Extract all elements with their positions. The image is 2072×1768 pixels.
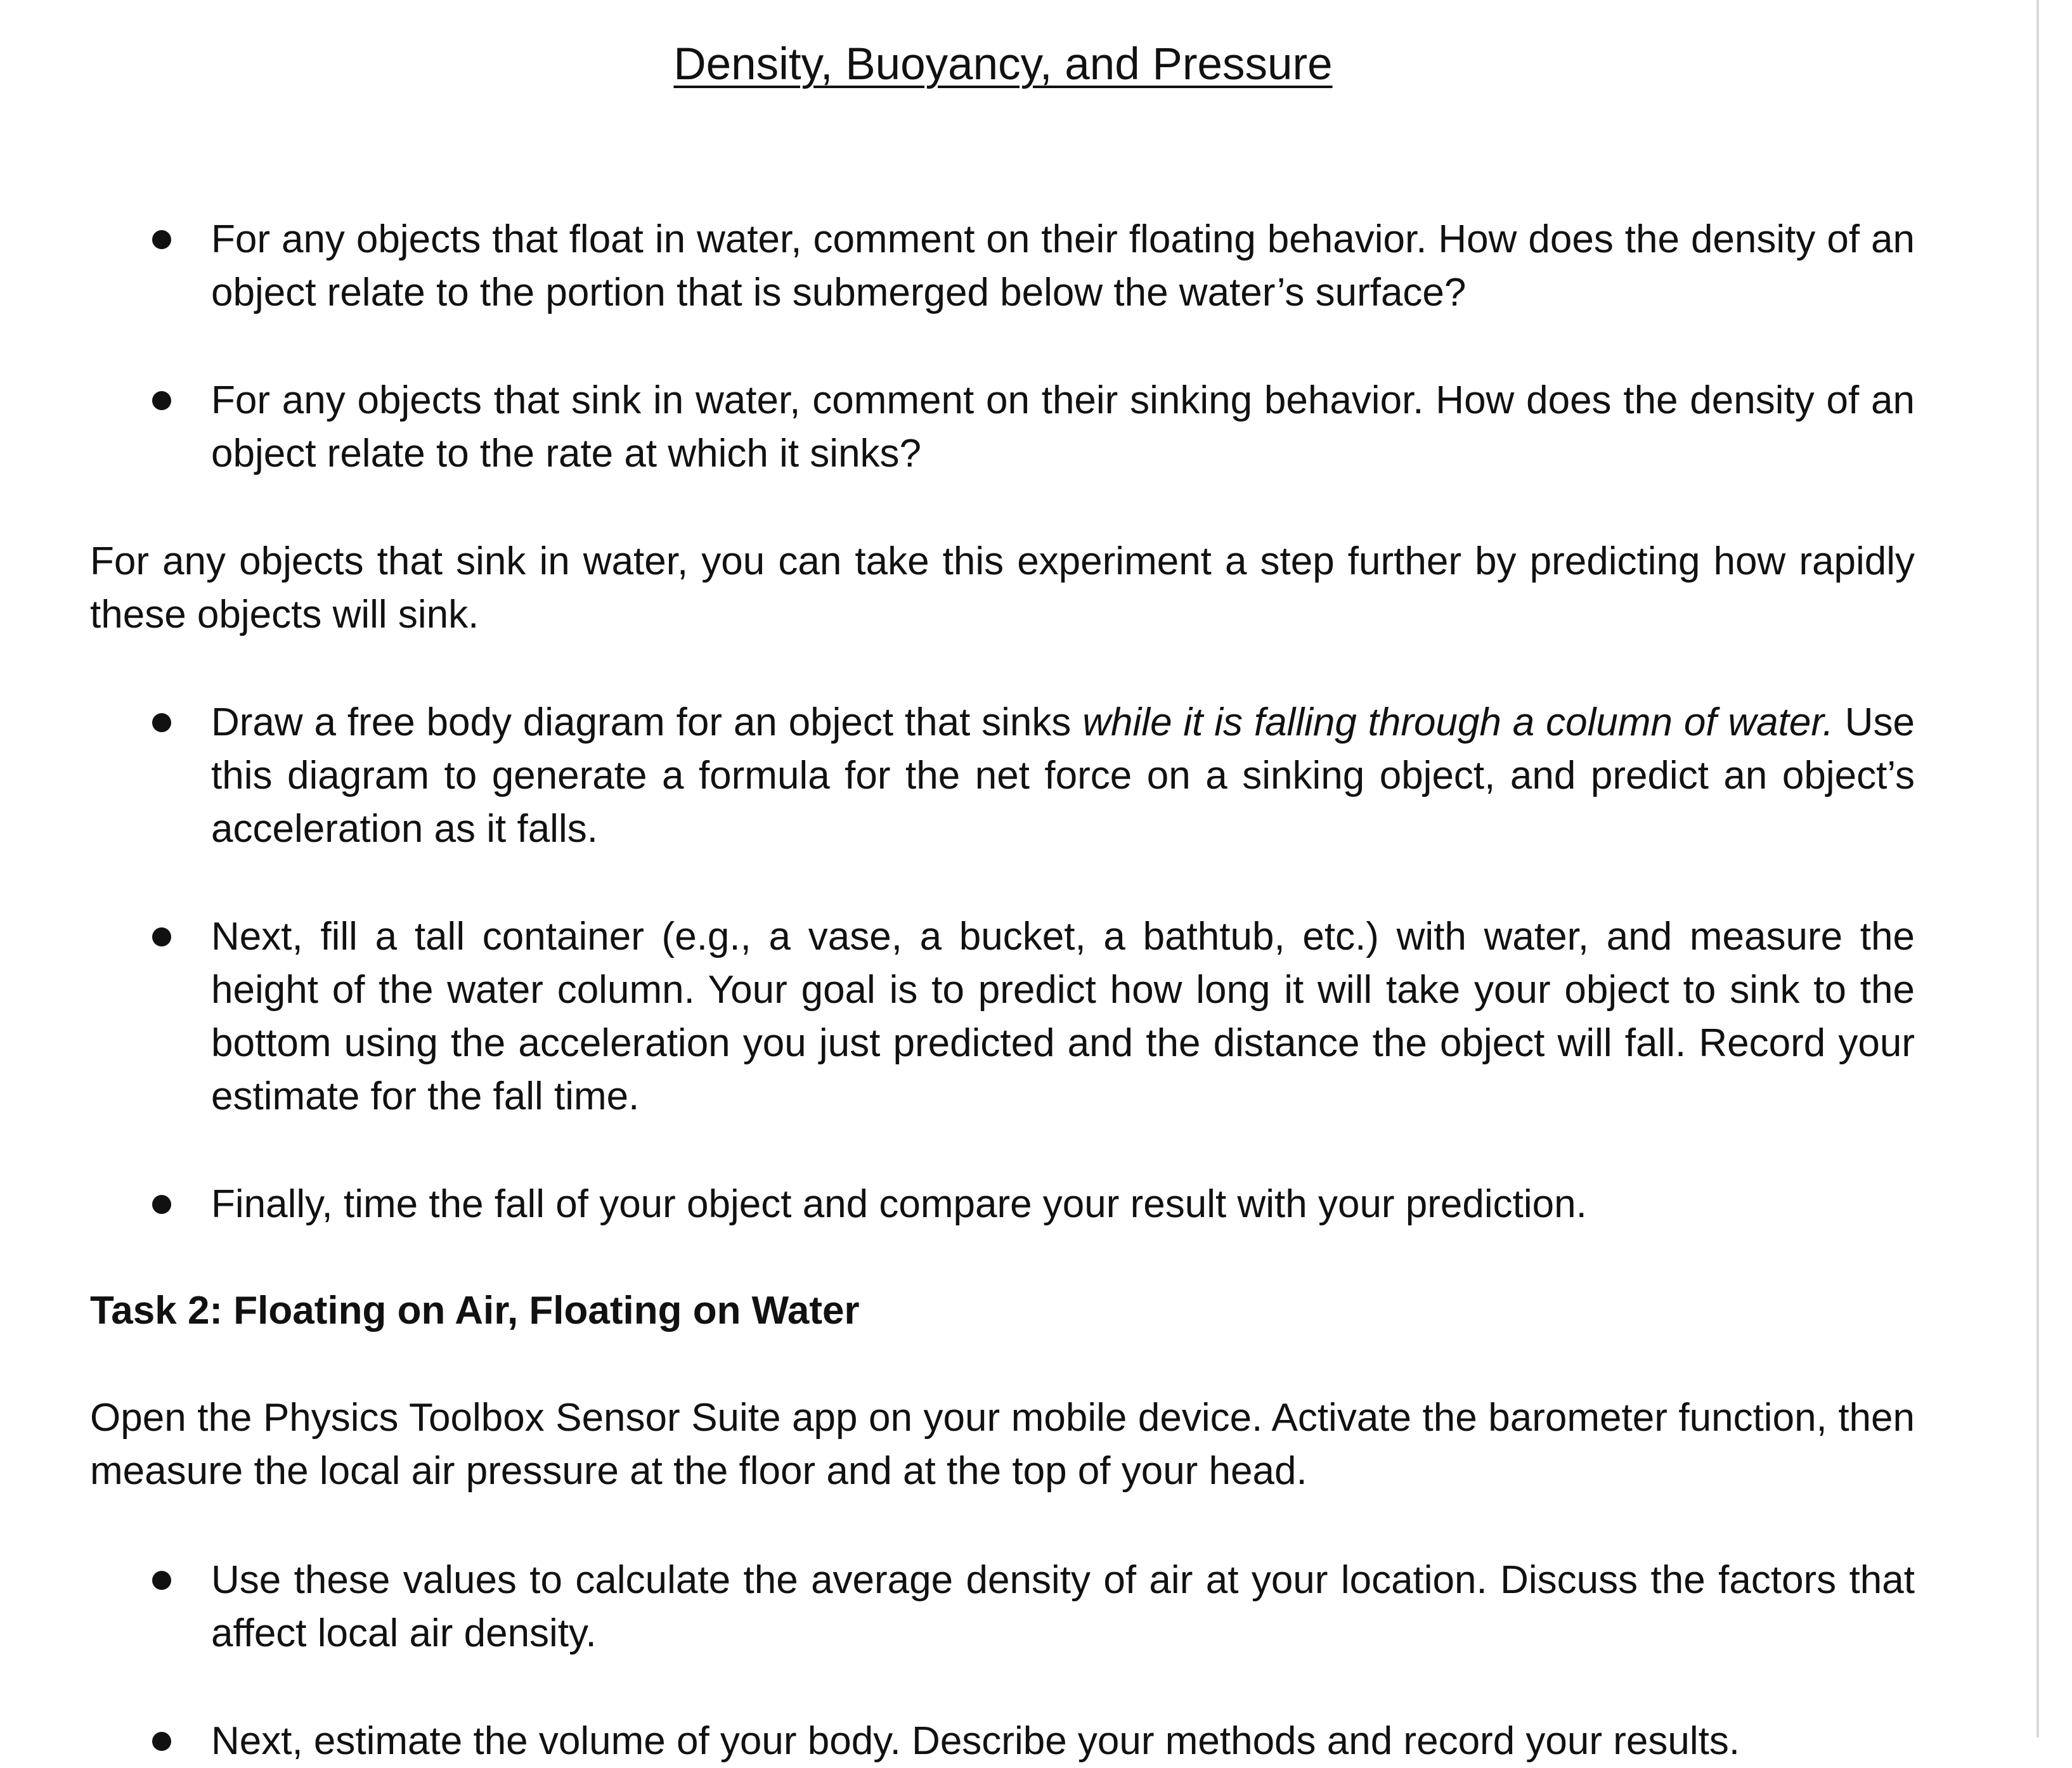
bullet-marker xyxy=(152,1732,171,1751)
bullet-free-body-diagram xyxy=(211,696,1915,856)
task2-heading: Task 2: Floating on Air, Floating on Water xyxy=(90,1289,860,1332)
paragraph-barometer: Open the Physics Toolbox Sensor Suite app on your mobile device. Activate the barometer function, then measure the local air pressure at the floor and at the top of your head. xyxy=(90,1396,1915,1493)
fbd-emphasis-text: while it is falling through a column of water. xyxy=(1082,700,1834,744)
bullet-marker xyxy=(152,391,171,410)
bullet-air-density: Use these values to calculate the average density of air at your location. Discuss the factors that affect local air density. xyxy=(211,1558,1915,1655)
fbd-lead-text: Draw a free body diagram for an object that sinks xyxy=(211,700,1083,744)
bullet-float-behavior: For any objects that float in water, comment on their floating behavior. How does the density of an object relate to the portion that is submerged below the water’s surface? xyxy=(211,217,1915,314)
bullet-time-fall: Finally, time the fall of your object and compare your result with your prediction. xyxy=(211,1182,1587,1226)
bullet-marker xyxy=(152,927,171,946)
bullet-marker xyxy=(152,230,171,249)
bullet-sink-behavior: For any objects that sink in water, comment on their sinking behavior. How does the density of an object relate to the rate at which it sinks? xyxy=(211,378,1915,475)
document-title: Density, Buoyancy, and Pressure xyxy=(673,39,1333,89)
bullet-marker xyxy=(152,1195,171,1214)
bullet-fill-container: Next, fill a tall container (e.g., a vase, a bucket, a bathtub, etc.) with water, and measure the height of the water column. Your goal is to predict how long it will take your object to sink to the bottom using the acceleration you just predicted and the distance the object will fall. Record your estimate for the fall time. xyxy=(211,915,1915,1118)
scrollbar-track[interactable] xyxy=(2036,0,2072,1738)
paragraph-sink-prediction: For any objects that sink in water, you can take this experiment a step further by predicting how rapidly these objects will sink. xyxy=(90,539,1915,636)
bullet-marker xyxy=(152,1571,171,1590)
bullet-marker xyxy=(152,713,171,732)
fbd-rest-text: Use this diagram to generate a formula for the net force on a sinking object, and predict an object’s acceleration as it falls. xyxy=(211,700,1915,851)
bullet-body-volume: Next, estimate the volume of your body. Describe your methods and record your results. xyxy=(211,1719,1740,1763)
